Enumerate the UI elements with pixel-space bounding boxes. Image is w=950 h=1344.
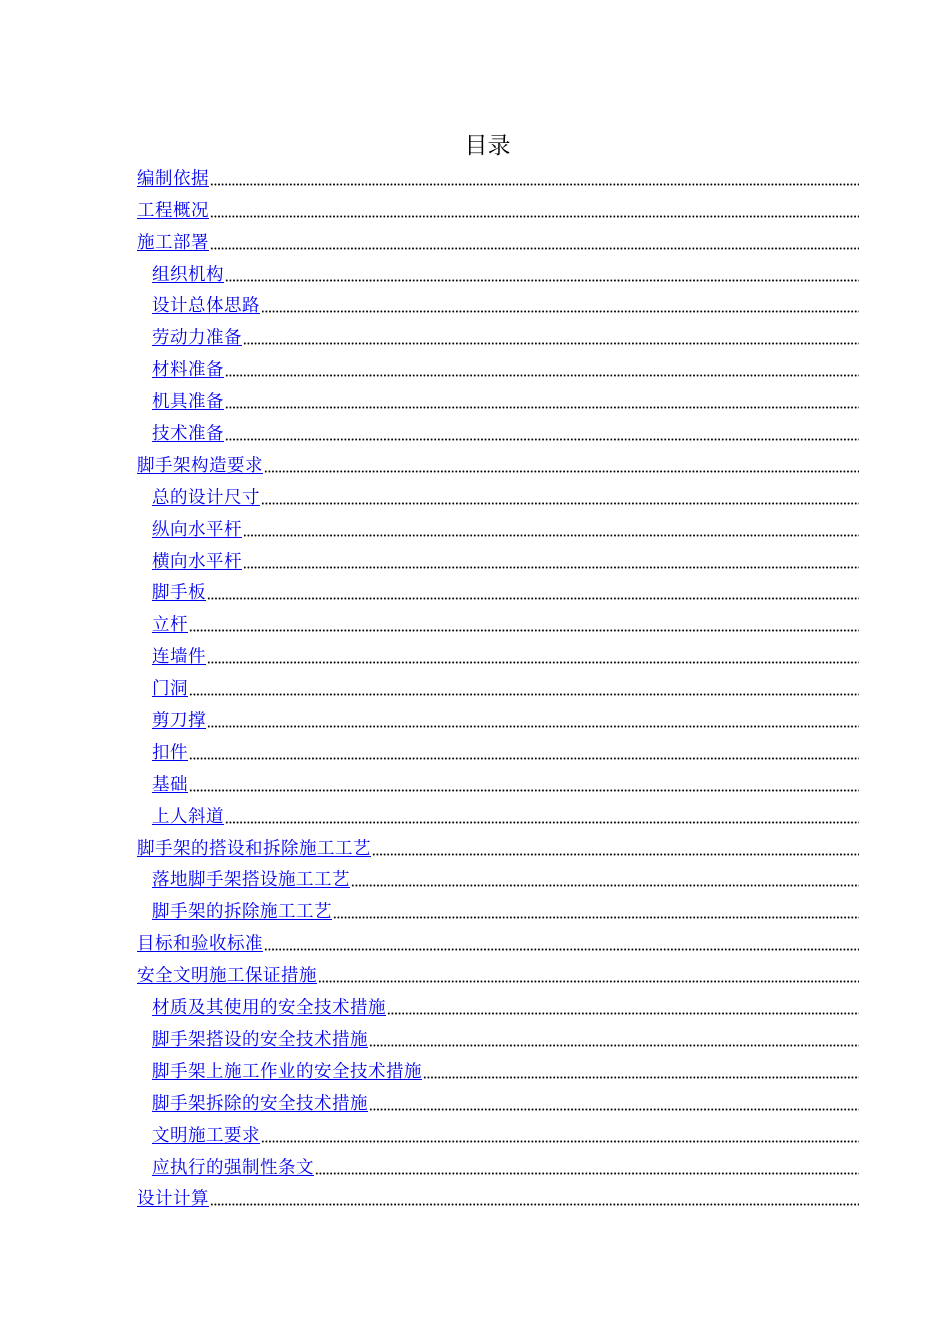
toc-dot-leader xyxy=(387,1011,859,1016)
toc-entry-link[interactable]: 材质及其使用的安全技术措施 xyxy=(152,998,386,1019)
toc-entry[interactable] xyxy=(137,258,859,290)
toc-entry-link[interactable]: 机具准备 xyxy=(152,392,224,413)
toc-entry-link[interactable]: 文明施工要求 xyxy=(152,1125,260,1146)
toc-dot-leader xyxy=(264,947,859,952)
toc-dot-leader xyxy=(210,1202,859,1207)
toc-dot-leader xyxy=(189,788,859,793)
toc-entry[interactable] xyxy=(137,1151,859,1183)
toc-entry[interactable] xyxy=(137,1119,859,1151)
toc-entry[interactable] xyxy=(137,385,859,417)
toc-dot-leader xyxy=(333,915,859,920)
toc-dot-leader xyxy=(264,469,859,474)
toc-entry-link[interactable]: 设计计算 xyxy=(137,1189,209,1210)
toc-entry-link[interactable]: 连墙件 xyxy=(152,647,206,668)
toc-entry-link[interactable]: 材料准备 xyxy=(152,360,224,381)
toc-dot-leader xyxy=(210,182,859,187)
toc-list xyxy=(137,162,859,1214)
toc-entry[interactable] xyxy=(137,545,859,577)
toc-entry[interactable] xyxy=(137,1087,859,1119)
toc-dot-leader xyxy=(207,660,859,665)
toc-entry[interactable] xyxy=(137,353,859,385)
toc-entry[interactable] xyxy=(137,417,859,449)
toc-dot-leader xyxy=(243,341,859,346)
toc-entry-link[interactable]: 编制依据 xyxy=(137,168,209,189)
toc-entry-link[interactable]: 脚手架的拆除施工工艺 xyxy=(152,902,332,923)
toc-dot-leader xyxy=(210,246,859,251)
toc-dot-leader xyxy=(189,756,859,761)
toc-dot-leader xyxy=(225,405,859,410)
toc-entry-link[interactable]: 脚手架构造要求 xyxy=(137,455,263,476)
toc-entry-link[interactable]: 劳动力准备 xyxy=(152,328,242,349)
toc-dot-leader xyxy=(225,278,859,283)
toc-entry-link[interactable]: 脚手架拆除的安全技术措施 xyxy=(152,1093,368,1114)
toc-entry[interactable] xyxy=(137,959,859,991)
toc-entry-link[interactable]: 技术准备 xyxy=(152,424,224,445)
toc-entry-link[interactable]: 落地脚手架搭设施工工艺 xyxy=(152,870,350,891)
toc-entry[interactable] xyxy=(137,832,859,864)
toc-entry-link[interactable]: 纵向水平杆 xyxy=(152,519,242,540)
toc-entry[interactable] xyxy=(137,927,859,959)
toc-entry-link[interactable]: 基础 xyxy=(152,774,188,795)
toc-dot-leader xyxy=(225,437,859,442)
toc-entry-link[interactable]: 施工部署 xyxy=(137,232,209,253)
toc-entry-link[interactable]: 剪刀撑 xyxy=(152,711,206,732)
toc-entry[interactable] xyxy=(137,290,859,322)
toc-entry-link[interactable]: 横向水平杆 xyxy=(152,551,242,572)
toc-entry-link[interactable]: 门洞 xyxy=(152,679,188,700)
toc-entry[interactable] xyxy=(137,577,859,609)
toc-entry[interactable] xyxy=(137,800,859,832)
toc-dot-leader xyxy=(207,596,859,601)
toc-entry[interactable] xyxy=(137,449,859,481)
toc-dot-leader xyxy=(315,1171,859,1176)
toc-entry[interactable] xyxy=(137,162,859,194)
toc-entry[interactable] xyxy=(137,640,859,672)
toc-dot-leader xyxy=(369,1043,859,1048)
toc-entry[interactable] xyxy=(137,895,859,927)
toc-entry-link[interactable]: 脚手架搭设的安全技术措施 xyxy=(152,1029,368,1050)
toc-dot-leader xyxy=(207,724,859,729)
toc-entry[interactable] xyxy=(137,321,859,353)
toc-entry-link[interactable]: 上人斜道 xyxy=(152,806,224,827)
toc-entry[interactable] xyxy=(137,768,859,800)
toc-entry-link[interactable]: 组织机构 xyxy=(152,264,224,285)
toc-dot-leader xyxy=(369,1107,859,1112)
toc-dot-leader xyxy=(225,373,859,378)
toc-dot-leader xyxy=(243,533,859,538)
toc-dot-leader xyxy=(225,820,859,825)
toc-dot-leader xyxy=(243,565,859,570)
toc-dot-leader xyxy=(351,883,859,888)
toc-entry[interactable] xyxy=(137,672,859,704)
toc-entry-link[interactable]: 脚手架的搭设和拆除施工工艺 xyxy=(137,838,371,859)
toc-entry-link[interactable]: 总的设计尺寸 xyxy=(152,487,260,508)
toc-entry-link[interactable]: 工程概况 xyxy=(137,200,209,221)
toc-dot-leader xyxy=(210,214,859,219)
toc-entry[interactable] xyxy=(137,704,859,736)
toc-entry[interactable] xyxy=(137,1055,859,1087)
toc-entry[interactable] xyxy=(137,991,859,1023)
toc-entry[interactable] xyxy=(137,1183,859,1215)
toc-dot-leader xyxy=(261,309,859,314)
toc-dot-leader xyxy=(261,501,859,506)
toc-entry-link[interactable]: 立杆 xyxy=(152,615,188,636)
toc-entry-link[interactable]: 安全文明施工保证措施 xyxy=(137,966,317,987)
toc-dot-leader xyxy=(423,1075,859,1080)
toc-title: 目录 xyxy=(464,133,511,159)
toc-entry-link[interactable]: 目标和验收标准 xyxy=(137,934,263,955)
toc-entry[interactable] xyxy=(137,1023,859,1055)
toc-dot-leader xyxy=(261,1139,859,1144)
toc-dot-leader xyxy=(189,628,859,633)
toc-entry[interactable] xyxy=(137,736,859,768)
toc-entry[interactable] xyxy=(137,226,859,258)
toc-entry[interactable] xyxy=(137,608,859,640)
toc-entry[interactable] xyxy=(137,481,859,513)
toc-entry-link[interactable]: 设计总体思路 xyxy=(152,296,260,317)
toc-dot-leader xyxy=(189,692,859,697)
toc-entry[interactable] xyxy=(137,194,859,226)
toc-entry-link[interactable]: 脚手板 xyxy=(152,583,206,604)
toc-entry-link[interactable]: 扣件 xyxy=(152,742,188,763)
toc-entry-link[interactable]: 应执行的强制性条文 xyxy=(152,1157,314,1178)
toc-dot-leader xyxy=(318,979,859,984)
toc-entry[interactable] xyxy=(137,864,859,896)
toc-entry-link[interactable]: 脚手架上施工作业的安全技术措施 xyxy=(152,1061,422,1082)
toc-entry[interactable] xyxy=(137,513,859,545)
toc-dot-leader xyxy=(372,852,859,857)
